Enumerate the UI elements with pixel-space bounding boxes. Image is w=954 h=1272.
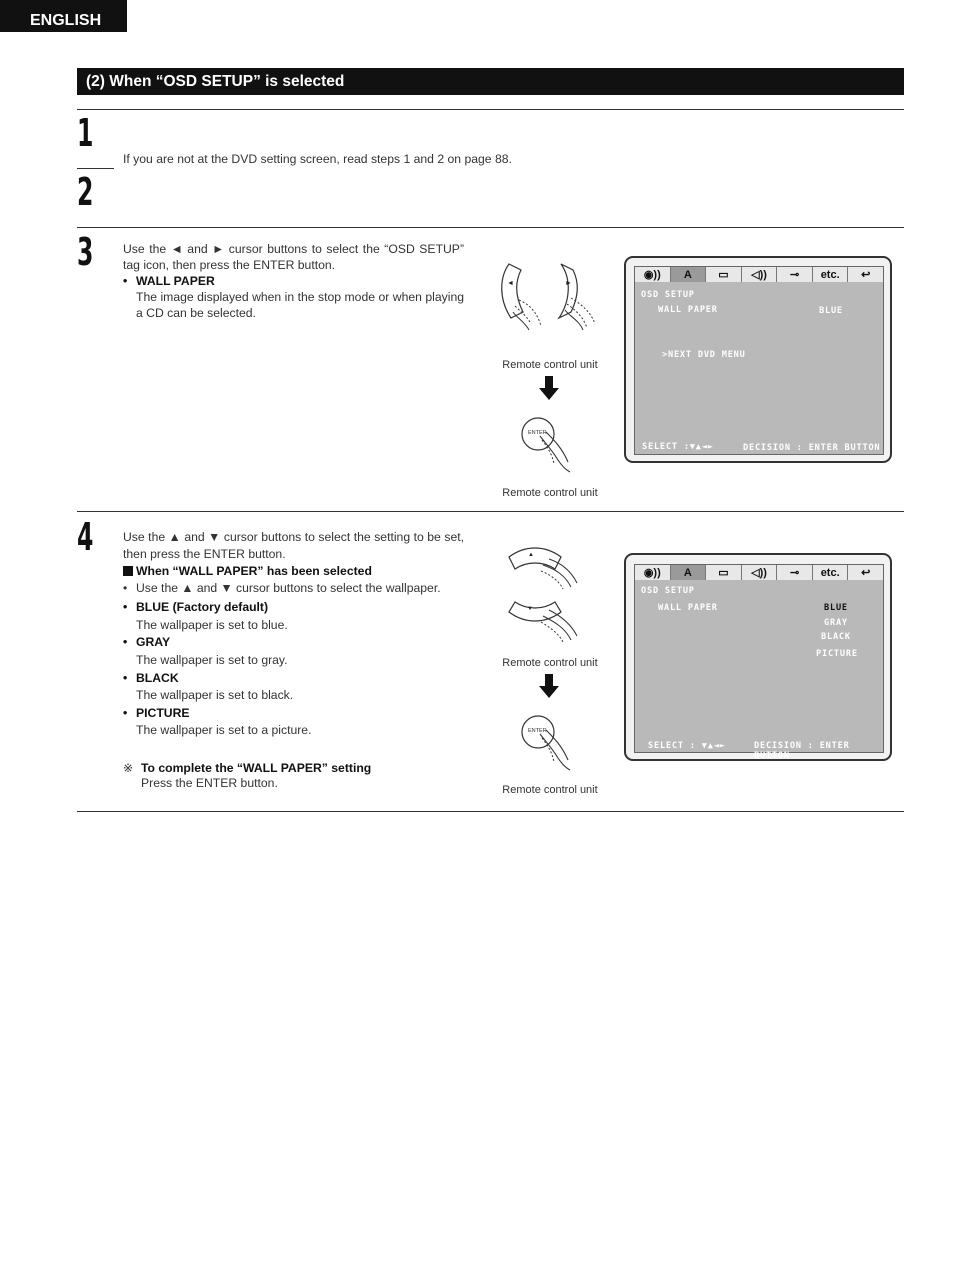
bullet-dot: • bbox=[123, 671, 128, 685]
divider bbox=[77, 168, 114, 169]
wall-paper-heading: WALL PAPER bbox=[136, 274, 215, 288]
note-text: Press the ENTER button. bbox=[141, 776, 278, 790]
bullet-dot: • bbox=[123, 600, 128, 614]
enter-button-illustration bbox=[518, 414, 578, 474]
remote-caption: Remote control unit bbox=[502, 657, 598, 669]
step-number-4: 4 bbox=[77, 515, 94, 559]
step-number-3: 3 bbox=[77, 230, 94, 274]
bullet-dot: • bbox=[123, 581, 128, 595]
step-4-intro: Use the ▲ and ▼ cursor buttons to select the setting to be set, then press the ENTER button. bbox=[123, 530, 464, 561]
option-picture-title: PICTURE bbox=[136, 706, 190, 720]
language-tab: ENGLISH bbox=[0, 0, 127, 32]
remote-left-right-illustration bbox=[495, 260, 610, 332]
return-icon: ↩ bbox=[848, 565, 883, 580]
osd-screen-1 bbox=[624, 256, 892, 463]
remote-caption: Remote control unit bbox=[502, 359, 598, 371]
osd-option-gray: GRAY bbox=[824, 618, 848, 628]
osd-item-wall-paper: WALL PAPER bbox=[658, 603, 718, 613]
osd-option-blue: BLUE bbox=[824, 603, 848, 613]
divider bbox=[77, 109, 904, 110]
enter-label: ENTER bbox=[528, 728, 547, 734]
step-number-1: 1 bbox=[77, 111, 94, 155]
remote-down-illustration bbox=[505, 598, 585, 646]
speaker-icon: ◁)) bbox=[742, 267, 778, 282]
option-blue-title: BLUE (Factory default) bbox=[136, 600, 269, 614]
osd-tab-row bbox=[635, 267, 883, 282]
section-title: (2) When “OSD SETUP” is selected bbox=[77, 68, 904, 95]
option-black-text: The wallpaper is set to black. bbox=[136, 688, 294, 702]
osd-select-hint: SELECT :▼▲◄► bbox=[642, 442, 714, 452]
osd-value-blue: BLUE bbox=[819, 306, 843, 316]
divider bbox=[77, 511, 904, 512]
option-black-title: BLACK bbox=[136, 671, 179, 685]
step-1-2-text: If you are not at the DVD setting screen, read steps 1 and 2 on page 88. bbox=[123, 152, 512, 166]
bullet-dot: • bbox=[123, 706, 128, 720]
osd-tab-row bbox=[635, 565, 883, 580]
divider bbox=[77, 227, 904, 228]
enter-label: ENTER bbox=[528, 430, 547, 436]
osd-option-black: BLACK bbox=[821, 632, 851, 642]
speaker-icon: ◁)) bbox=[742, 565, 778, 580]
osd-screen-2 bbox=[624, 553, 892, 761]
option-picture-text: The wallpaper is set to a picture. bbox=[136, 723, 312, 737]
etc-tab: etc. bbox=[813, 565, 849, 580]
up-arrow-glyph: ▲ bbox=[528, 552, 534, 558]
disc-icon: ◉)) bbox=[635, 565, 671, 580]
remote-caption: Remote control unit bbox=[502, 784, 598, 796]
key-icon: ⊸ bbox=[777, 267, 813, 282]
osd-setup-icon: A bbox=[671, 565, 707, 580]
bullet-dot: • bbox=[123, 635, 128, 649]
osd-title: OSD SETUP bbox=[641, 290, 695, 300]
osd-decision-hint: DECISION : ENTER BUTTON bbox=[743, 443, 881, 453]
remote-up-illustration bbox=[505, 543, 585, 591]
divider bbox=[77, 811, 904, 812]
disc-icon: ◉)) bbox=[635, 267, 671, 282]
wall-paper-selected-heading: When “WALL PAPER” has been selected bbox=[136, 564, 372, 578]
osd-option-picture: PICTURE bbox=[816, 649, 858, 659]
enter-button-illustration bbox=[518, 712, 578, 772]
option-gray-title: GRAY bbox=[136, 635, 171, 649]
arrow-down-icon bbox=[539, 674, 559, 698]
note-title: To complete the “WALL PAPER” setting bbox=[141, 761, 372, 775]
step-number-2: 2 bbox=[77, 170, 94, 214]
osd-title: OSD SETUP bbox=[641, 586, 695, 596]
osd-setup-icon: A bbox=[671, 267, 707, 282]
remote-caption: Remote control unit bbox=[502, 487, 598, 499]
right-arrow-glyph: ► bbox=[565, 280, 572, 287]
option-blue-text: The wallpaper is set to blue. bbox=[136, 618, 288, 632]
bullet-dot: • bbox=[123, 274, 128, 288]
note-mark-icon: ※ bbox=[123, 761, 134, 775]
osd-decision-hint: DECISION : ENTER BUTTON bbox=[754, 741, 850, 761]
step-3-intro: Use the ◄ and ► cursor buttons to select the “OSD SETUP” tag icon, then press the ENTER button. bbox=[123, 242, 464, 272]
osd-screen-inner bbox=[634, 564, 884, 761]
down-arrow-glyph: ▼ bbox=[527, 606, 533, 612]
square-bullet-icon bbox=[123, 566, 133, 576]
arrow-down-icon bbox=[539, 376, 559, 400]
etc-tab: etc. bbox=[813, 267, 849, 282]
osd-item-wall-paper: WALL PAPER bbox=[658, 305, 718, 315]
screen-icon: ▭ bbox=[706, 267, 742, 282]
step-4-instruction: Use the ▲ and ▼ cursor buttons to select the wallpaper. bbox=[136, 581, 441, 595]
osd-next-dvd-menu: >NEXT DVD MENU bbox=[662, 350, 746, 360]
key-icon: ⊸ bbox=[777, 565, 813, 580]
option-gray-text: The wallpaper is set to gray. bbox=[136, 653, 288, 667]
return-icon: ↩ bbox=[848, 267, 883, 282]
screen-icon: ▭ bbox=[706, 565, 742, 580]
osd-select-hint: SELECT : ▼▲◄► bbox=[648, 741, 726, 751]
left-arrow-glyph: ◄ bbox=[507, 280, 514, 287]
osd-screen-inner bbox=[634, 266, 884, 455]
wall-paper-description: The image displayed when in the stop mode or when playing a CD can be selected. bbox=[136, 290, 464, 320]
